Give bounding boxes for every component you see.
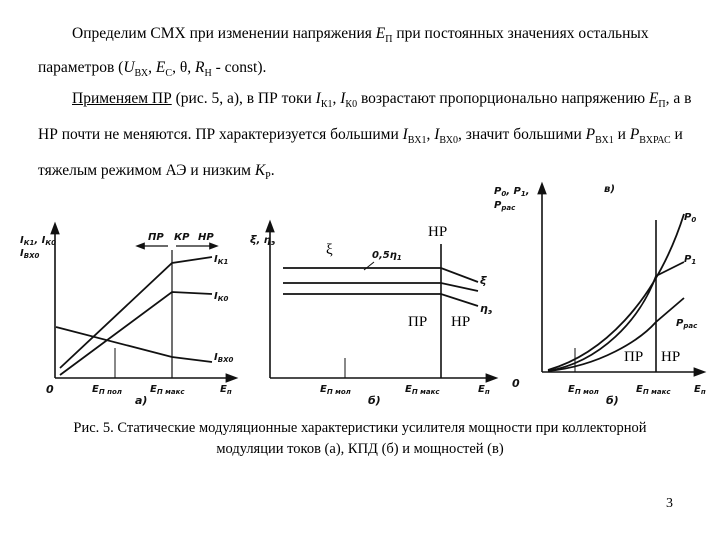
chart-c-panel-label: б): [606, 394, 619, 407]
chart-a-mode-kr: КР: [174, 232, 190, 243]
caption-line-1: Рис. 5. Статические модуляционные характеристики усилителя мощности при коллекторной: [73, 420, 647, 436]
chart-b-level-label: $0,5\eta_1$: [372, 250, 402, 262]
chart-b-xi-marker: ξ: [326, 242, 333, 258]
chart-c-origin: 0: [512, 377, 520, 390]
chart-b-mode-nr: НР: [451, 314, 471, 330]
chart-b-curve-xi: [283, 268, 478, 282]
chart-a-x-label: $E_п$: [220, 384, 232, 396]
paragraph-conditions: Определим СМХ при изменении напряжения $E_П$ при постоянных значениях остальных параметров ($U_{ВХ}$, $E_С$, θ, $R_Н$ - const).: [38, 25, 649, 80]
chart-c-label-p0: $P_0$: [684, 212, 697, 224]
chart-a-curve-ibx0: [56, 327, 212, 362]
chart-c-curve-p0: [548, 214, 684, 370]
chart-c-power: [494, 184, 706, 407]
chart-a-curve-ik1: [60, 257, 212, 368]
chart-b-y-label: ξ, ηэ: [250, 233, 276, 247]
chart-c-label-p1: $P_1$: [684, 254, 697, 266]
chart-a-tick-max: $E_{П макс}$: [150, 384, 185, 396]
chart-b-curve-eta: [283, 294, 478, 306]
chart-a-label-ik1: $I_{К1}$: [214, 254, 229, 266]
modulation-figure: [0, 178, 720, 410]
chart-a-mode-nr: НР: [198, 232, 214, 243]
figure-caption: [20, 418, 700, 460]
caption-line-2: модуляции токов (а), КПД (б) и мощностей (в): [216, 441, 504, 457]
chart-a-label-ibx0: $I_{ВХ0}$: [214, 352, 234, 364]
chart-a-origin: 0: [46, 383, 54, 396]
chart-b-panel-label: б): [368, 394, 381, 407]
chart-a-label-ik0: $I_{К0}$: [214, 291, 229, 303]
chart-a-tick-min: $E_{П пол}$: [92, 384, 122, 396]
svg-text:IВХ0: $I_{ВХ0}$: [20, 248, 40, 260]
chart-b-label-eta: ηэ: [480, 302, 492, 316]
chart-b-label-xi: ξ: [480, 274, 487, 287]
chart-b-x-label: $E_п$: [478, 384, 490, 396]
chart-c-corner-label: в): [604, 184, 615, 195]
chart-a-panel-label: а): [135, 394, 148, 407]
underlined-lead: Применяем ПР: [72, 90, 172, 107]
svg-text:Pрас: $P_{рас}$: [494, 200, 516, 212]
chart-c-label-prac: $P_{рас}$: [676, 318, 698, 330]
chart-b-efficiency: [250, 224, 492, 407]
chart-c-tick-min: $E_{П мол}$: [568, 384, 599, 396]
page-number: 3: [666, 496, 673, 511]
chart-b-curve-level: [283, 283, 478, 291]
chart-c-y-label: $P_0$, $P_1$,: [494, 186, 530, 198]
paragraph-modes: Применяем ПР (рис. 5, а), в ПР токи $I_{К1}$, $I_{К0}$ возрастают пропорционально напряжению $E_П$, а в НР почти не меняются. ПР характеризуется большими $I_{ВХ1}$, $I_{ВХ0}$, значит большими $P_{ВХ1}$ и $P_{ВХРАС}$ и тяжелым режимом АЭ и низким $K_Р$.: [38, 90, 692, 183]
chart-b-tick-max: $E_{П макс}$: [405, 384, 440, 396]
chart-b-mode-pr: ПР: [408, 314, 428, 330]
chart-a-current: [20, 228, 233, 407]
chart-c-mode-nr: НР: [661, 349, 681, 365]
chart-c-mode-pr: ПР: [624, 349, 644, 365]
chart-c-tick-max: $E_{П макс}$: [636, 384, 671, 396]
chart-a-mode-pr: ПР: [148, 232, 164, 243]
chart-b-mode-nr-top: НР: [428, 224, 448, 240]
chart-c-x-label: $E_п$: [694, 384, 706, 396]
chart-a-y-label: $I_{К1}$, $I_{К0}$: [20, 235, 56, 247]
chart-b-tick-min: $E_{П мол}$: [320, 384, 351, 396]
